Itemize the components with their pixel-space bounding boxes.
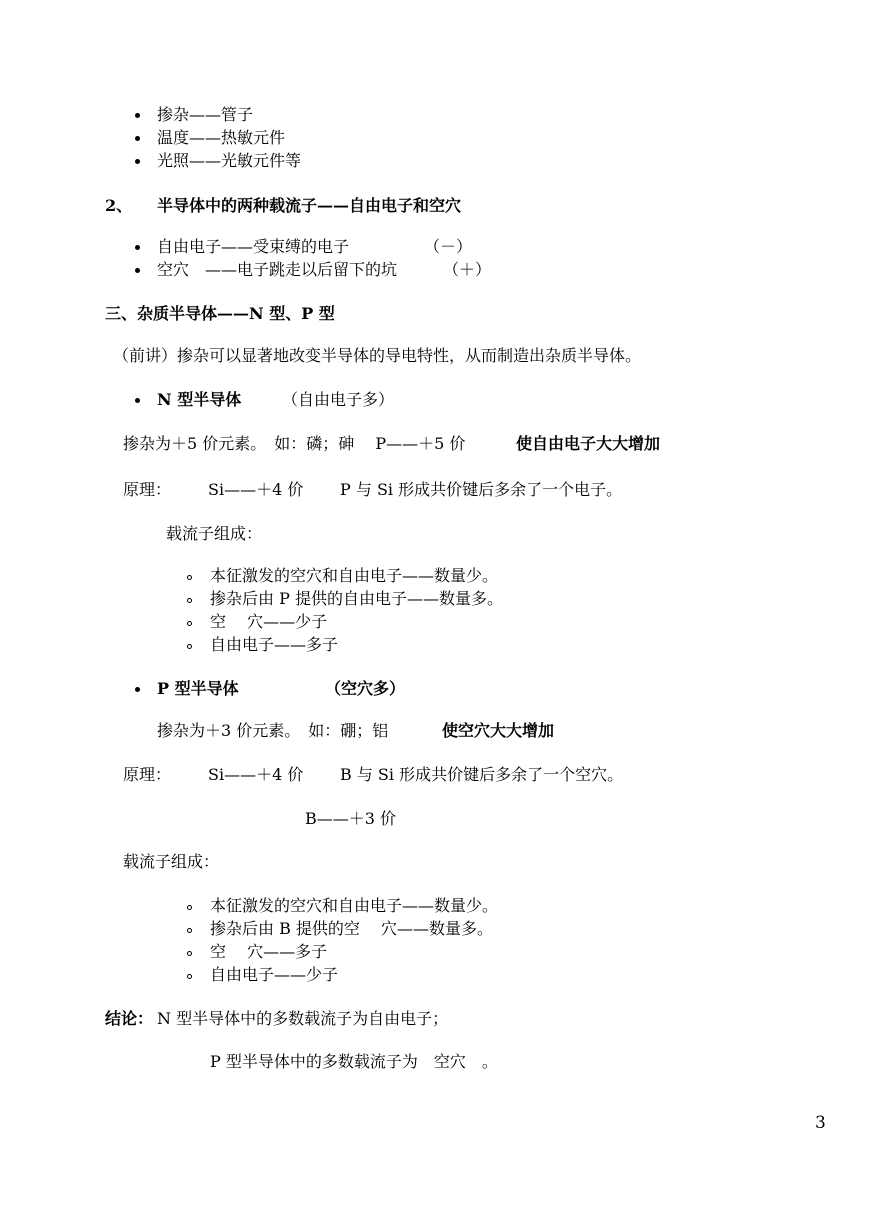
intro-text: （前讲）掺杂可以显著地改变半导体的导电特性，从而制造出杂质半导体。 — [113, 346, 642, 365]
charge-sign: （＋） — [443, 260, 492, 279]
heading-number: 2、 — [105, 196, 133, 215]
list-item: 自由电子——多子 — [210, 635, 339, 654]
n-principle-si: Si——＋4 价 — [208, 480, 304, 499]
list-item: 本征激发的空穴和自由电子——数量少。 — [210, 566, 499, 585]
n-principle-label: 原理： — [123, 480, 172, 499]
p-doping-text: 掺杂为＋3 价元素。 如：硼；铝 — [157, 721, 389, 740]
list-item: 自由电子——受束缚的电子 — [157, 237, 350, 256]
p-principle-label: 原理： — [123, 765, 172, 784]
sub-bullet-icon — [187, 928, 192, 933]
section-heading: 三、杂质半导体——N 型、P 型 — [105, 304, 335, 323]
p-principle-text: B 与 Si 形成共价键后多余了一个空穴。 — [340, 765, 624, 784]
charge-sign: （－） — [424, 237, 473, 256]
page-number: 3 — [815, 1113, 826, 1133]
list-item: 掺杂——管子 — [157, 105, 254, 124]
heading: 半导体中的两种载流子——自由电子和空穴 — [157, 196, 462, 215]
p-b-valence: B——＋3 价 — [305, 809, 397, 828]
bullet-icon — [135, 245, 140, 250]
list-item: 空 穴——多子 — [210, 942, 328, 961]
sub-bullet-icon — [187, 644, 192, 649]
sub-bullet-icon — [187, 598, 192, 603]
sub-bullet-icon — [187, 974, 192, 979]
bullet-icon — [135, 159, 140, 164]
n-doping-effect: 使自由电子大大增加 — [516, 434, 661, 453]
n-carrier-label: 载流子组成： — [166, 524, 263, 543]
bullet-icon — [135, 268, 140, 273]
p-carrier-label: 载流子组成： — [123, 852, 220, 871]
n-doping-text: 掺杂为＋5 价元素。 如：磷；砷 P——＋5 价 — [123, 434, 466, 453]
conclusion-line-2: P 型半导体中的多数载流子为 空穴 。 — [210, 1052, 498, 1071]
list-item: 温度——热敏元件 — [157, 128, 286, 147]
n-principle-text: P 与 Si 形成共价键后多余了一个电子。 — [340, 480, 623, 499]
list-item: 掺杂后由 P 提供的自由电子——数量多。 — [210, 589, 503, 608]
list-item: 空穴 ——电子跳走以后留下的坑 — [157, 260, 398, 279]
n-type-note: （自由电子多） — [282, 390, 395, 409]
p-doping-effect: 使空穴大大增加 — [442, 721, 555, 740]
bullet-icon — [135, 398, 140, 403]
n-type-title: N 型半导体 — [157, 390, 242, 409]
p-principle-si: Si——＋4 价 — [208, 765, 304, 784]
bullet-icon — [135, 687, 140, 692]
list-item: 本征激发的空穴和自由电子——数量少。 — [210, 896, 499, 915]
sub-bullet-icon — [187, 951, 192, 956]
bullet-icon — [135, 136, 140, 141]
list-item: 掺杂后由 B 提供的空 穴——数量多。 — [210, 919, 494, 938]
list-item: 光照——光敏元件等 — [157, 151, 302, 170]
bullet-icon — [135, 113, 140, 118]
list-item: 空 穴——少子 — [210, 612, 328, 631]
list-item: 自由电子——少子 — [210, 965, 339, 984]
sub-bullet-icon — [187, 621, 192, 626]
p-type-note: （空穴多） — [325, 679, 406, 698]
sub-bullet-icon — [187, 575, 192, 580]
sub-bullet-icon — [187, 905, 192, 910]
conclusion-label: 结论： — [105, 1009, 154, 1028]
conclusion-line-1: N 型半导体中的多数载流子为自由电子； — [157, 1009, 449, 1028]
p-type-title: P 型半导体 — [157, 679, 239, 698]
